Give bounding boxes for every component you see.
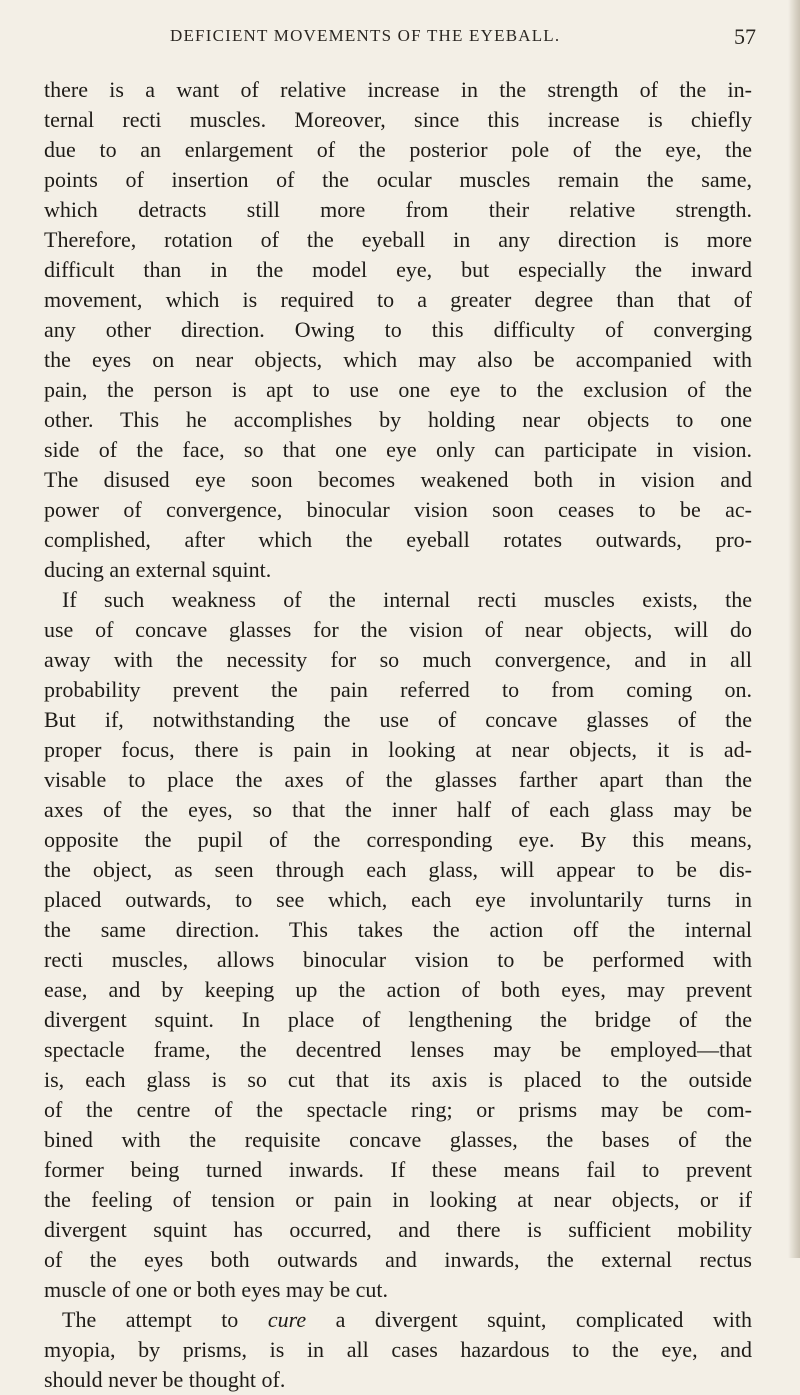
text-line: proper focus, there is pain in looking at near objects, it is ad-: [44, 737, 752, 762]
text-line: former being turned inwards. If these means fail to prevent: [44, 1157, 752, 1182]
text-line: use of concave glasses for the vision of near objects, will do: [44, 617, 752, 642]
text-line: due to an enlargement of the posterior pole of the eye, the: [44, 137, 752, 162]
text-line: divergent squint. In place of lengthening the bridge of the: [44, 1007, 752, 1032]
text-line: ducing an external squint.: [44, 557, 272, 582]
text-line: But if, notwithstanding the use of concave glasses of the: [44, 707, 752, 732]
text-line: should never be thought of.: [44, 1367, 286, 1392]
text-line: probability prevent the pain referred to from coming on.: [44, 677, 752, 702]
text-line: myopia, by prisms, is in all cases hazardous to the eye, and: [44, 1337, 752, 1362]
text-line: of the eyes both outwards and inwards, the external rectus: [44, 1247, 752, 1272]
text-line: If such weakness of the internal recti muscles exists, the: [62, 587, 752, 612]
text-line: is, each glass is so cut that its axis is placed to the outside: [44, 1067, 752, 1092]
italic-emphasis: cure: [267, 1307, 307, 1332]
text-line: pain, the person is apt to use one eye to the exclusion of the: [44, 377, 752, 402]
text-line: movement, which is required to a greater degree than that of: [44, 287, 752, 312]
text-line: opposite the pupil of the corresponding eye. By this means,: [44, 827, 752, 852]
text-line: bined with the requisite concave glasses, the bases of the: [44, 1127, 752, 1152]
text-line: away with the necessity for so much convergence, and in all: [44, 647, 752, 672]
text-line: visable to place the axes of the glasses farther apart than the: [44, 767, 752, 792]
text-line: any other direction. Owing to this difficulty of converging: [44, 317, 752, 342]
text-line: which detracts still more from their relative strength.: [44, 197, 752, 222]
text-line: Therefore, rotation of the eyeball in any direction is more: [44, 227, 752, 252]
text-segment: a divergent squint, complicated with: [306, 1307, 753, 1332]
text-line: muscle of one or both eyes may be cut.: [44, 1277, 388, 1302]
text-line: points of insertion of the ocular muscles remain the same,: [44, 167, 752, 192]
text-line: recti muscles, allows binocular vision to be performed with: [44, 947, 752, 972]
text-line: ternal recti muscles. Moreover, since this increase is chiefly: [44, 107, 752, 132]
text-line: placed outwards, to see which, each eye involuntarily turns in: [44, 887, 752, 912]
text-line: other. This he accomplishes by holding near objects to one: [44, 407, 752, 432]
text-line: of the centre of the spectacle ring; or prisms may be com-: [44, 1097, 752, 1122]
text-line: side of the face, so that one eye only can participate in vision.: [44, 437, 752, 462]
running-title: DEFICIENT MOVEMENTS OF THE EYEBALL.: [170, 26, 561, 45]
page-edge-shadow: [788, 0, 800, 1258]
text-line: spectacle frame, the decentred lenses may be employed—that: [44, 1037, 752, 1062]
text-line: the same direction. This takes the action off the internal: [44, 917, 752, 942]
text-line: complished, after which the eyeball rotates outwards, pro-: [44, 527, 752, 552]
text-line: axes of the eyes, so that the inner half of each glass may be: [44, 797, 752, 822]
text-line: ease, and by keeping up the action of both eyes, may prevent: [44, 977, 752, 1002]
text-line: the feeling of tension or pain in looking at near objects, or if: [44, 1187, 752, 1212]
body-text: [44, 75, 752, 1395]
text-line: difficult than in the model eye, but especially the inward: [44, 257, 752, 282]
text-line-last-paragraph-start: [44, 1305, 752, 1335]
page-number: 57: [734, 24, 756, 49]
text-segment: The attempt to: [62, 1307, 268, 1332]
text-line: there is a want of relative increase in the strength of the in-: [44, 77, 752, 102]
running-head: [90, 26, 758, 56]
text-line: power of convergence, binocular vision soon ceases to be ac-: [44, 497, 752, 522]
text-line: The disused eye soon becomes weakened both in vision and: [44, 467, 752, 492]
text-line: the object, as seen through each glass, will appear to be dis-: [44, 857, 752, 882]
text-line: divergent squint has occurred, and there is sufficient mobility: [44, 1217, 752, 1242]
text-line: the eyes on near objects, which may also be accompanied with: [44, 347, 752, 372]
